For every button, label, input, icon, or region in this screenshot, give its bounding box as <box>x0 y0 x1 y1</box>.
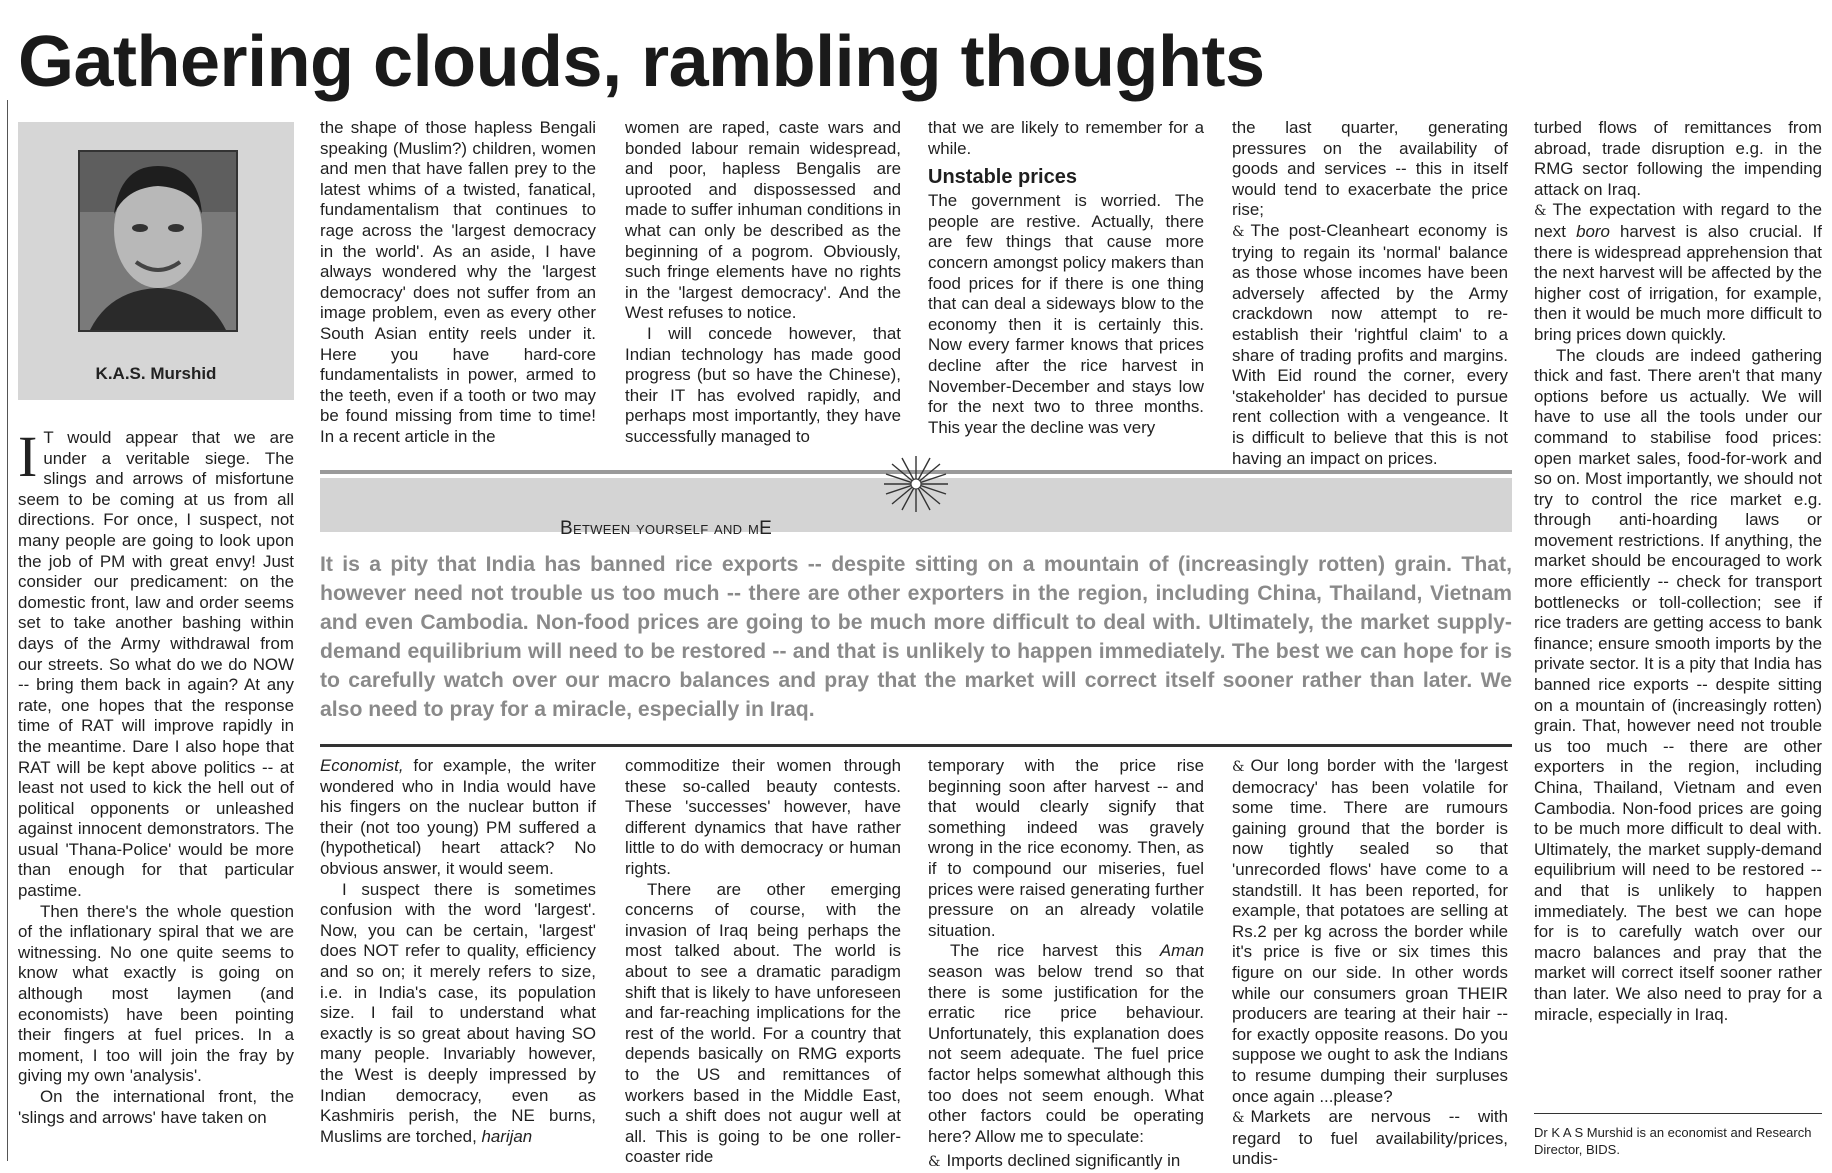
paragraph: I will concede however, that Indian technology has made good progress (but so have the Chinese), their IT has evolved rapidly, and perhaps most importantly, they have successfully managed to <box>625 323 901 446</box>
paragraph: The clouds are indeed gathering thick and fast. There aren't that many options before us actually. We will have to use all the tools under our command to stabilise food prices: open market sales, food-for-work and so on. Most importantly, we should not try to control the rice market e.g. through anti-hoarding laws or movement restrictions. If anything, the market should be encouraged to work more efficiently -- check for transport bottlenecks or toll-collection; see if rice traders are getting access to bank finance; ensure smooth imports by the private sector. It is a pity that India has banned rice exports -- despite sitting on a mountain of (increasingly rotten) grain. That, however need not trouble us too much -- there are other exporters in the region, including China, Thailand, Vietnam and even Cambodia. Non-food prices are going to be much more difficult to deal with. Ultimately, the market supply-demand equilibrium will need to be restored -- and that is unlikely to happen immediately. The best we can hope for is to carefully watch over our macro balances and pray that the market will correct itself sooner rather than later. We also need to pray for a miracle, especially in Iraq. <box>1534 345 1822 1024</box>
column-5-top <box>1232 118 1508 468</box>
bullet-icon: & <box>928 1154 941 1171</box>
bullet-icon: & <box>1232 1110 1245 1127</box>
pull-quote-bottom-rule <box>320 744 1512 747</box>
footnote-rule <box>1534 1113 1822 1114</box>
starburst-icon <box>876 454 956 514</box>
column-2-bottom <box>320 756 596 1161</box>
paragraph: that we are likely to remember for a while. <box>928 118 1204 158</box>
author-portrait <box>78 150 238 332</box>
column-5-bottom <box>1232 756 1508 1169</box>
author-footnote: Dr K A S Murshid is an economist and Research Director, BIDS. <box>1534 1125 1812 1157</box>
column-6 <box>1534 118 1822 1103</box>
paragraph: The government is worried. The people are restive. Actually, there are few things that cause more concern amongst policy makers than food prices for if there is one thing that can deal a sideways blow to the economy then it is certainly this. Now every farmer knows that prices decline after the rice harvest in November-December and stays low for the next two to three months. This year the decline was very <box>928 191 1204 437</box>
portrait-image <box>80 152 236 330</box>
pull-quote <box>320 470 1512 748</box>
column-1 <box>18 424 294 1161</box>
paragraph: the last quarter, generating pressures on the availability of goods and services -- this in itself would tend to exacerbate the price rise; <box>1232 118 1508 220</box>
paragraph: I T would appear that we are under a veritable siege. The slings and arrows of misfortune seem to be coming at us from all directions. For once, I suspect, not many people are going to look upon the job of PM with great envy! Just consider our predicament: on the domestic front, law and order seems set to take another bashing within days of the Army withdrawal from our streets. So what do we do NOW -- bring them back in again? At any rate, one hopes that the response time of RAT will improve rapidly in the meantime. Dare I also hope that RAT will be kept above politics -- at least not used to kick the hell out of political opponents or unleashed against innocent demonstrators. The usual 'Thana-Police' would be more than enough for that particular pastime. <box>18 424 294 901</box>
paragraph: the shape of those hapless Bengali speaking (Muslim?) children, women and men that have fallen prey to the latest whims of a twisted, fanatical, fundamentalism that continues to rage across the 'largest democracy in the world'. As an aside, I have always wondered why the 'largest democracy' does not suffer from an image problem, even as every other South Asian entity reels under it. Here you have hard-core fundamentalists in power, armed to the teeth, even if a tooth or two may be found missing from time to time! In a recent article in the <box>320 118 596 446</box>
paragraph: women are raped, caste wars and bonded labour remain widespread, and poor, hapless Bengalis are uprooted and dispossessed and made to suffer inhuman conditions in what can only be described as the beginning of a pogrom. Obviously, such fringe elements have no rights in the 'largest democracy'. And the West refuses to notice. <box>625 118 901 323</box>
pull-quote-text: It is a pity that India has banned rice exports -- despite sitting on a mountain of (increasingly rotten) grain. That, however need not trouble us too much -- there are other exporters in the region, including China, Thailand, Vietnam and even Cambodia. Non-food prices are going to be much more difficult to deal with. Ultimately, the market supply-demand equilibrium will need to be restored -- and that is unlikely to happen immediately. The best we can hope for is to carefully watch over our macro balances and pray that the market will correct itself sooner rather than later. We also need to pray for a miracle, especially in Iraq. <box>320 553 1512 721</box>
bullet-icon: & <box>1232 223 1245 240</box>
column-4-bottom <box>928 756 1204 1171</box>
headline: Gathering clouds, rambling thoughts <box>18 22 1265 102</box>
paragraph: On the international front, the 'slings and arrows' have taken on <box>18 1087 294 1127</box>
paragraph: temporary with the price rise beginning soon after harvest -- and that would clearly signify that something indeed was gravely wrong in the rice economy. Then, as if to compound our miseries, fuel prices were raised generating further pressure on an already volatile situation. <box>928 756 1204 940</box>
paragraph: & Markets are nervous -- with regard to fuel availability/prices, undis- <box>1232 1107 1508 1169</box>
paragraph: Economist, for example, the writer wondered who in India would have his fingers on the nuclear button if their (not too young) PM suffered a (hypothetical) heart attack? No obvious answer, it would seem. <box>320 756 596 878</box>
pull-quote-label: Between yourself and mE <box>560 518 773 539</box>
paragraph: & Imports declined significantly in <box>928 1151 1181 1171</box>
paragraph: & The post-Cleanheart economy is trying to regain its 'normal' balance as those whose incomes have been adversely affected by the Army crackdown now attempt to re-establish their 'rightful claim' to a share of trading profits and margins. With Eid round the corner, every 'stakeholder' has decided to pursue rent collection with a vengeance. It is difficult to believe that this is not having an impact on prices. <box>1232 220 1508 468</box>
column-4-top <box>928 118 1204 453</box>
column-3-bottom <box>625 756 901 1167</box>
bullet-icon: & <box>1534 203 1547 220</box>
subhead-unstable-prices: Unstable prices <box>928 166 1077 189</box>
paragraph: There are other emerging concerns of course, with the invasion of Iraq being perhaps the most talked about. The world is about to see a dramatic paradigm shift that is likely to have unforeseen and far-reaching implications for the rest of the world. For a country that depends basically on RMG exports to the US and remittances of workers based in the Middle East, such a shift does not augur well at all. This is going to be one roller-coaster ride <box>625 879 901 1167</box>
drop-cap: I <box>18 424 38 489</box>
paragraph: & Our long border with the 'largest democracy' has been volatile for some time. There are rumours gaining ground that the border is now tightly sealed so that 'unrecorded flows' have come to a standstill. It has been reported, for example, that potatoes are selling at Rs.2 per kg across the border while it's price is five or six times this figure on our side. In other words while our consumers groan THEIR producers are tearing at their hair -- for exactly opposite reasons. Do you suppose we ought to ask the Indians to resume dumping their surpluses once again ...please? <box>1232 756 1508 1106</box>
column-rule-left <box>7 100 8 1161</box>
paragraph: The rice harvest this Aman season was below trend so that there is some justification for the erratic rice price behaviour. Unfortunately, this explanation does not seem adequate. The fuel price factor helps somewhat although this too does not seem enough. What other factors could be operating here? Allow me to speculate: <box>928 941 1204 1146</box>
author-byline: K.A.S. Murshid <box>95 364 217 383</box>
column-2-top <box>320 118 596 453</box>
bullet-icon: & <box>1232 759 1245 775</box>
paragraph: Then there's the whole question of the inflationary spiral that we are witnessing. No one quite seems to know what exactly is going on although most laymen (and economists) have been pointing their fingers at fuel prices. In a moment, I too will join the fray by giving my own 'analysis'. <box>18 901 294 1086</box>
paragraph: & The expectation with regard to the next boro harvest is also crucial. If there is widespread apprehension that the next harvest will be affected by the higher cost of irrigation, for example, then it would be much more difficult to bring prices down quickly. <box>1534 200 1822 344</box>
paragraph: commoditize their women through these so-called beauty contests. These 'successes' however, have different dynamics that have rather little to do with democracy or human rights. <box>625 756 901 878</box>
author-photo-box <box>18 122 294 400</box>
paragraph: I suspect there is sometimes confusion with the word 'largest'. Now, you can be certain, 'largest' does NOT refer to quality, efficiency and so on; it merely refers to size, i.e. in India's case, its population size. I fail to understand what exactly is so great about having SO many people. Invariably however, the West is deeply impressed by Indian democracy, even as Kashmiris perish, the NE burns, Muslims are torched, harijan <box>320 879 596 1146</box>
paragraph: turbed flows of remittances from abroad, trade disruption e.g. in the RMG sector following the impending attack on Iraq. <box>1534 118 1822 199</box>
column-3-top <box>625 118 901 453</box>
